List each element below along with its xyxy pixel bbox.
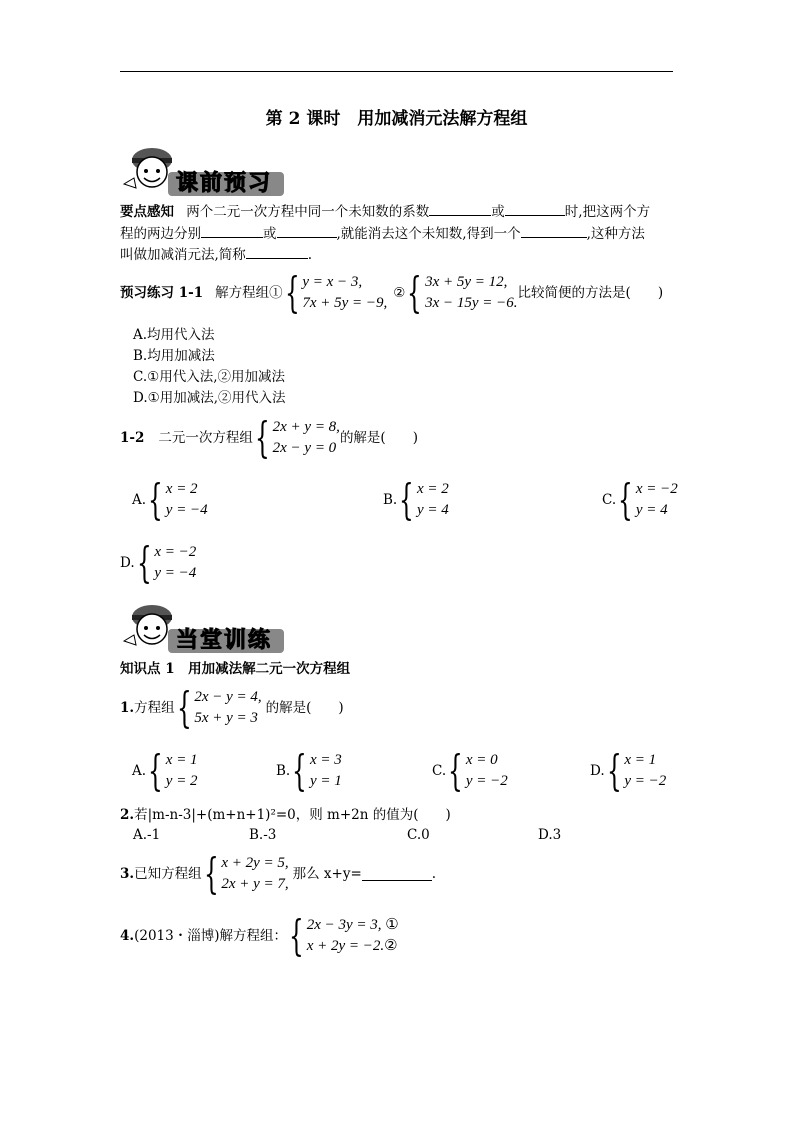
question-number: 4. bbox=[120, 927, 135, 944]
key-points bbox=[120, 202, 675, 267]
equation: 7x + 5y = −9, bbox=[302, 295, 388, 311]
question-label: 预习练习 1-1 bbox=[120, 284, 204, 301]
question-text: 解方程组① bbox=[215, 284, 283, 301]
question-number: 1. bbox=[120, 699, 135, 716]
question-text: (2013・淄博)解方程组： bbox=[134, 927, 287, 944]
answer-blank[interactable] bbox=[201, 224, 263, 238]
option-c[interactable]: C.0 bbox=[407, 827, 430, 843]
option-a[interactable]: A.-1 bbox=[133, 827, 161, 843]
section-banner-practice bbox=[118, 597, 286, 659]
equation: 3x − 15y = −6. bbox=[425, 295, 518, 311]
text: 或 bbox=[491, 204, 505, 220]
banner-title: 当堂训练 bbox=[176, 628, 273, 653]
circled-number: ① bbox=[385, 917, 399, 933]
page-title: 第 2 课时 用加减消元法解方程组 bbox=[265, 109, 528, 129]
question-3 bbox=[120, 849, 437, 898]
answer-blank[interactable] bbox=[362, 867, 432, 881]
equation: 2x − 3y = 3, bbox=[306, 917, 382, 933]
question-text: 若|m-n-3|+(m+n+1)²=0，则 m+2n 的值为( ) bbox=[134, 807, 451, 823]
option-d[interactable]: D. { x = 1 y = −2 bbox=[590, 746, 667, 795]
option-b[interactable]: B.-3 bbox=[249, 827, 277, 843]
banner-title: 课前预习 bbox=[176, 171, 273, 196]
equation: x + 2y = −2. bbox=[306, 938, 385, 954]
question-number: 3. bbox=[120, 865, 135, 882]
question-4 bbox=[120, 911, 399, 960]
text: 程的两边分别 bbox=[120, 225, 201, 242]
question-1-1 bbox=[120, 268, 664, 317]
answer-blank[interactable] bbox=[246, 245, 308, 259]
question-number: 2. bbox=[120, 807, 135, 823]
option-c[interactable]: C. { x = −2 y = 4 bbox=[602, 475, 678, 524]
option-b[interactable]: B.均用加减法 bbox=[133, 348, 215, 364]
option-a[interactable]: A. { x = 2 y = −4 bbox=[132, 475, 208, 524]
text: ,就能消去这个未知数,得到一个 bbox=[336, 225, 521, 242]
key-points-label: 要点感知 bbox=[120, 204, 174, 220]
question-label: 1-2 bbox=[120, 429, 145, 446]
equation: y = x − 3, bbox=[302, 274, 363, 290]
equation-system: { 2x − 3y = 3, ① x + 2y = −2.② bbox=[288, 911, 399, 960]
equation-system: { 2x − y = 4, 5x + y = 3 bbox=[176, 683, 262, 732]
question-2 bbox=[120, 805, 451, 826]
text: 叫做加减消元法,简称 bbox=[120, 247, 246, 263]
equation-system: { 2x + y = 8, 2x − y = 0 bbox=[254, 413, 340, 462]
equation-system: { y = x − 3, 7x + 5y = −9, bbox=[284, 268, 388, 317]
equation: 3x + 5y = 12, bbox=[425, 274, 508, 290]
options-1-1 bbox=[133, 325, 286, 409]
option-d[interactable]: D.3 bbox=[538, 827, 562, 843]
text: 时,把这两个方 bbox=[564, 204, 651, 220]
equation: 2x − y = 0 bbox=[272, 440, 337, 456]
equation: 2x − y = 4, bbox=[194, 689, 262, 705]
question-text: 二元一次方程组 bbox=[158, 429, 253, 446]
question-1-2 bbox=[120, 413, 418, 462]
question-text: 方程组 bbox=[134, 699, 175, 716]
equation: 2x + y = 8, bbox=[272, 419, 340, 435]
question-tail: 的解是( ) bbox=[265, 699, 344, 716]
option-d[interactable]: D. { x = −2 y = −4 bbox=[120, 538, 197, 587]
question-text: 已知方程组 bbox=[134, 865, 202, 882]
circled-number: ② bbox=[393, 284, 406, 301]
option-d[interactable]: D.①用加减法,②用代入法 bbox=[133, 390, 286, 406]
circled-number: ② bbox=[384, 938, 398, 954]
text: . bbox=[307, 247, 313, 263]
equation-system: { 3x + 5y = 12, 3x − 15y = −6. bbox=[407, 268, 518, 317]
section-banner-preview bbox=[118, 140, 286, 202]
question-tail: 的解是( ) bbox=[339, 429, 418, 446]
answer-blank[interactable] bbox=[521, 224, 587, 238]
text: ,这种方法 bbox=[586, 225, 645, 242]
option-a[interactable]: A. { x = 1 y = 2 bbox=[132, 746, 198, 795]
answer-blank[interactable] bbox=[505, 202, 565, 216]
answer-blank[interactable] bbox=[277, 224, 337, 238]
equation: 5x + y = 3 bbox=[194, 710, 258, 726]
option-c[interactable]: C. { x = 0 y = −2 bbox=[432, 746, 508, 795]
option-b[interactable]: B. { x = 3 y = 1 bbox=[276, 746, 342, 795]
equation: x + 2y = 5, bbox=[221, 855, 289, 871]
question-tail: 比较简便的方法是( ) bbox=[517, 284, 664, 301]
text: . bbox=[431, 865, 437, 882]
top-rule bbox=[120, 71, 673, 72]
question-tail: 那么 x+y= bbox=[292, 865, 362, 882]
question-1 bbox=[120, 683, 344, 732]
text: 两个二元一次方程中同一个未知数的系数 bbox=[186, 204, 430, 220]
equation: 2x + y = 7, bbox=[221, 876, 289, 892]
option-b[interactable]: B. { x = 2 y = 4 bbox=[383, 475, 449, 524]
answer-blank[interactable] bbox=[429, 202, 491, 216]
option-c[interactable]: C.①用代入法,②用加减法 bbox=[133, 369, 286, 385]
option-a[interactable]: A.均用代入法 bbox=[133, 327, 215, 343]
knowledge-point-heading: 知识点 1 用加减法解二元一次方程组 bbox=[120, 661, 351, 677]
equation-system: { x + 2y = 5, 2x + y = 7, bbox=[203, 849, 289, 898]
text: 或 bbox=[263, 225, 277, 242]
